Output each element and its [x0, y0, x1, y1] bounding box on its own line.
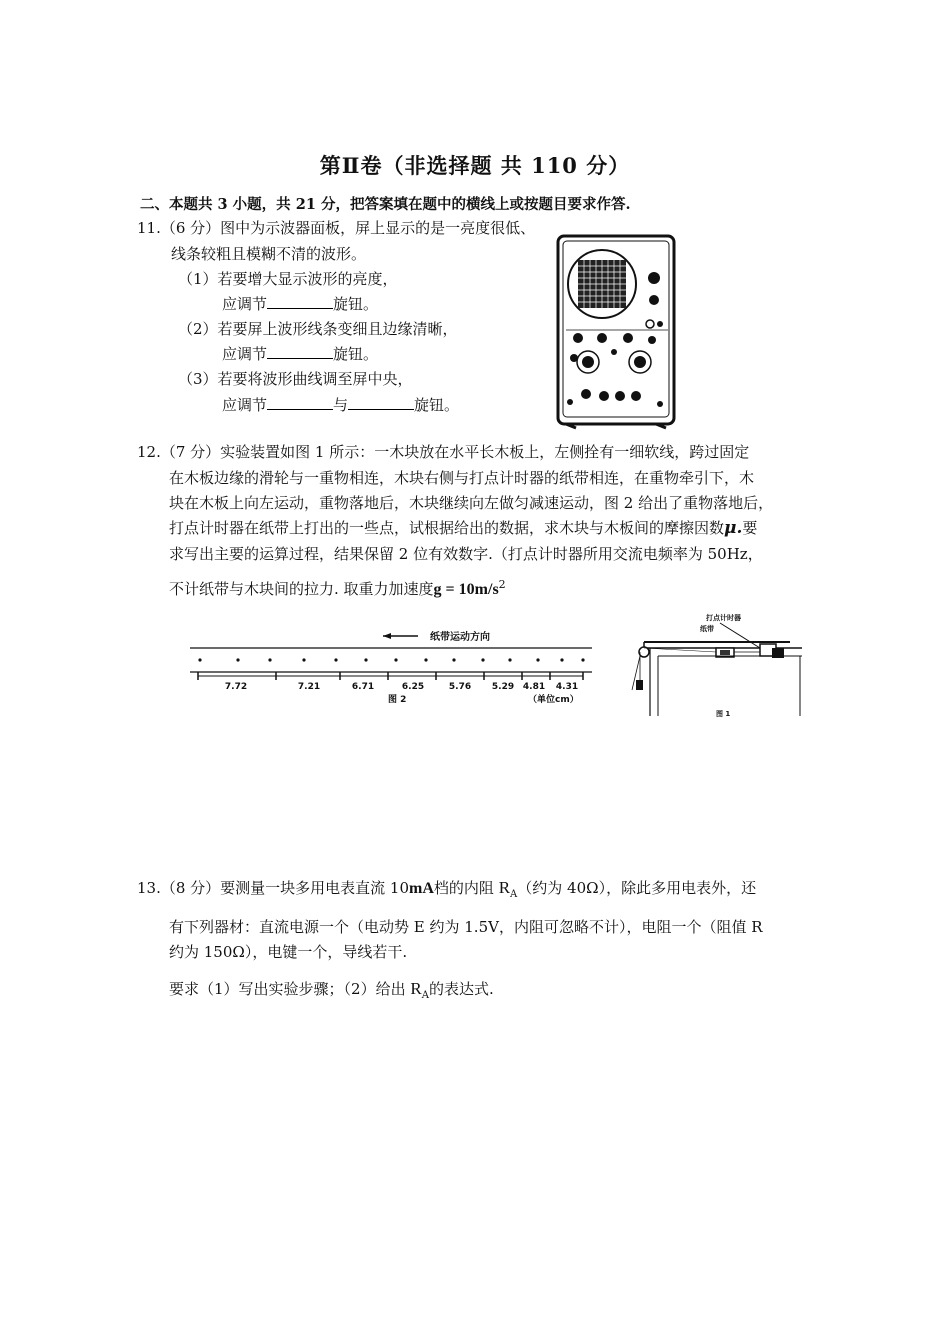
- section-heading: 二、本题共 3 小题，共 21 分，把答案填在题中的横线上或按题目要求作答.: [140, 196, 631, 213]
- knob-icon: [599, 391, 609, 401]
- gravity-formula: g = 10m/s: [433, 581, 499, 598]
- tape-dot: [560, 658, 563, 661]
- answer-blank-4[interactable]: [348, 395, 414, 410]
- knob-icon: [623, 333, 633, 343]
- q12-line3: 块在木板上向左运动，重物落地后，木块继续向左做匀减速运动，图 2 给出了重物落地后，: [169, 494, 774, 512]
- segment-label: 4.31: [555, 682, 579, 692]
- segment-label: 7.72: [224, 682, 248, 692]
- ma-unit: mA: [409, 880, 434, 897]
- oscilloscope-panel-figure: [556, 234, 678, 430]
- timer-label: 打点计时器: [706, 614, 741, 622]
- segment-label: 6.71: [351, 682, 375, 692]
- unit-label: （单位cm）: [528, 695, 579, 705]
- q13-line3: 约为 150Ω），电键一个，导线若干.: [169, 943, 408, 961]
- knob-icon: [648, 336, 656, 344]
- q12-line2: 在木板边缘的滑轮与一重物相连，木块右侧与打点计时器的纸带相连，在重物牵引下，木: [169, 469, 755, 487]
- figure-1-caption: 图 1: [716, 710, 731, 718]
- segment-label: 7.21: [297, 682, 321, 692]
- tape-dot: [334, 658, 337, 661]
- knob-icon: [649, 295, 659, 305]
- knob-icon: [573, 333, 583, 343]
- page-title: 第Ⅱ卷（非选择题 共 110 分）: [319, 153, 631, 178]
- pulley-icon: [639, 647, 649, 657]
- knob-icon: [581, 389, 591, 399]
- segment-label: 5.29: [491, 682, 515, 692]
- q12-line1: 12.（7 分）实验装置如图 1 所示：一木块放在水平长木板上，左侧拴有一细软线，跨过固定: [137, 443, 750, 461]
- direction-label: 纸带运动方向: [430, 632, 490, 643]
- answer-blank-2[interactable]: [267, 344, 333, 359]
- answer-blank-3[interactable]: [267, 395, 333, 410]
- q11-stem-line1: 11.（6 分）图中为示波器面板，屏上显示的是一亮度很低、: [137, 219, 536, 237]
- tape-dot: [536, 658, 539, 661]
- q11-stem-line2: 线条较粗且模糊不清的波形。: [171, 245, 367, 263]
- figure-1-apparatus: [620, 608, 812, 720]
- tape-dot: [268, 658, 271, 661]
- q13-line1: 13.（8 分）要测量一块多用电表直流 10mA档的内阻 $R_A$（约为 40Ω），除此多用电表外，还: [137, 878, 757, 900]
- ra-symbol: R: [498, 878, 511, 897]
- hanging-weight: [636, 680, 643, 690]
- tape-dot: [302, 658, 305, 661]
- q12-line5: 求写出主要的运算过程，结果保留 2 位有效数字.（打点计时器所用交流电频率为 50Hz，: [169, 545, 763, 563]
- segment-label: 4.81: [522, 682, 546, 692]
- tape-dot: [452, 658, 455, 661]
- tape-dot: [424, 658, 427, 661]
- knob-icon: [615, 391, 625, 401]
- q12-line6: 不计纸带与木块间的拉力. 取重力加速度$g = 10m/s^2$: [169, 578, 506, 598]
- ra-symbol: R: [410, 979, 422, 998]
- segment-label: 5.76: [448, 682, 472, 692]
- figure-2-paper-tape: [188, 626, 598, 706]
- tape-dot: [364, 658, 367, 661]
- tape-dot: [394, 658, 397, 661]
- mu-symbol: μ.: [724, 518, 743, 538]
- tape-dot: [198, 658, 201, 661]
- knob-icon: [597, 333, 607, 343]
- tape-dot: [481, 658, 484, 661]
- q11-part1-answer: 应调节 旋钮。: [222, 295, 379, 313]
- tape-label: 纸带: [700, 625, 714, 633]
- figure-2-caption: 图 2: [388, 695, 407, 705]
- knob-icon: [631, 391, 641, 401]
- q11-part3-answer: 应调节 与 旋钮。: [222, 396, 460, 414]
- tape-dot: [508, 658, 511, 661]
- q13-line2: 有下列器材：直流电源一个（电动势 E 约为 1.5V，内阻可忽略不计），电阻一个（阻值 R: [169, 918, 763, 936]
- segment-label: 6.25: [401, 682, 425, 692]
- q13-line4: 要求（1）写出实验步骤；（2）给出 $R_A$的表达式.: [169, 979, 494, 1001]
- q11-part2-answer: 应调节 旋钮。: [222, 345, 379, 363]
- tape-dot: [581, 658, 584, 661]
- knob-icon: [648, 272, 660, 284]
- tape-dot: [236, 658, 239, 661]
- answer-blank-1[interactable]: [267, 294, 333, 309]
- q11-part3: （3）若要将波形曲线调至屏中央，: [178, 370, 413, 388]
- q12-line4: 打点计时器在纸带上打出的一些点，试根据给出的数据，求木块与木板间的摩擦因数μ.要: [169, 518, 758, 538]
- q11-part2: （2）若要屏上波形线条变细且边缘清晰，: [178, 320, 458, 338]
- q11-part1: （1）若要增大显示波形的亮度，: [178, 270, 398, 288]
